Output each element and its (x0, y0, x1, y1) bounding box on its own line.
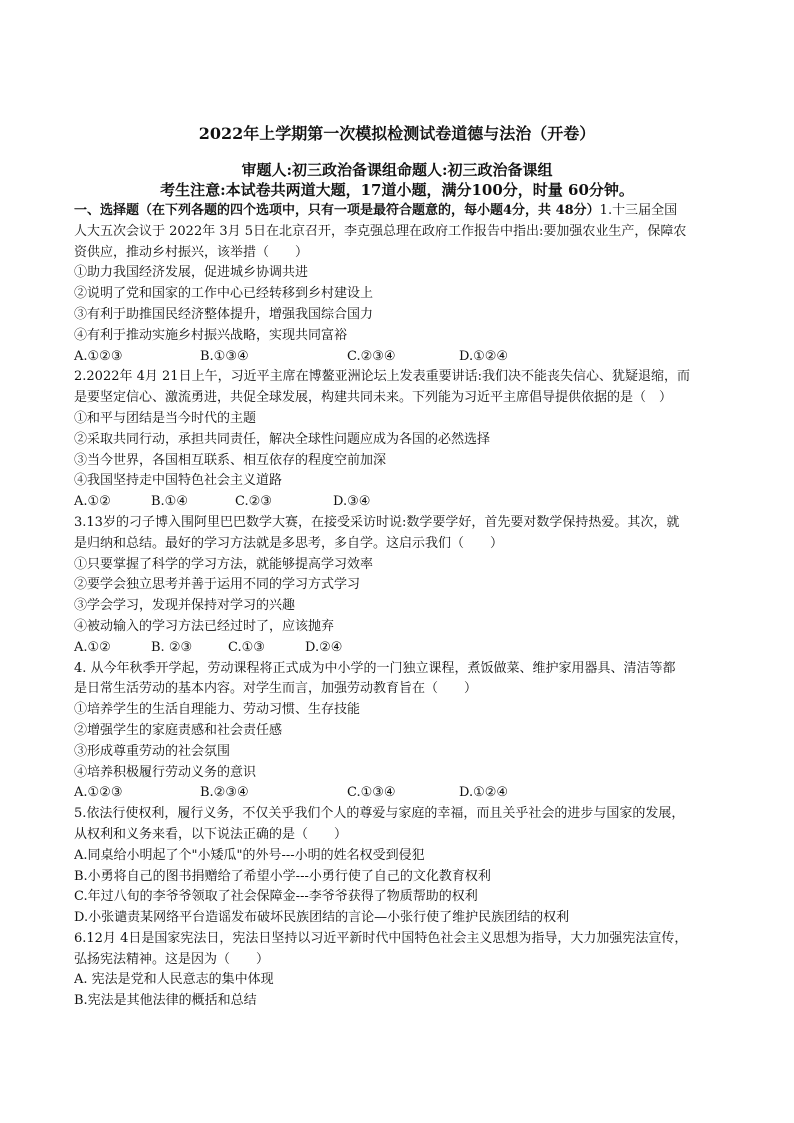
q2-option-b: B.①④ (151, 494, 188, 510)
q5-option-c: C.年过八旬的李爷爷领取了社会保障金---李爷爷获得了物质帮助的权利 (74, 889, 478, 905)
q1-stem-line: 资供应，推动乡村振兴，该举措（ ） (74, 244, 309, 260)
q3-option-a: A.①② (74, 639, 111, 655)
q2-option-a: A.①② (74, 494, 111, 510)
q4-option-d: D.①②④ (459, 785, 509, 801)
q4-statement: ④培养积极履行劳动义务的意识 (74, 764, 257, 780)
exam-authors: 审题人:初三政治备课组命题人:初三政治备课组 (241, 161, 553, 179)
q4-statement: ③形成尊重劳动的社会氛围 (74, 743, 231, 759)
q6-stem-line: 弘扬宪法精神。这是因为（ ） (74, 951, 270, 967)
q1-option-b: B.①③④ (200, 348, 249, 364)
q2-stem-line: 2.2022年 4月 21日上午，习近平主席在博鳌亚洲论坛上发表重要讲话:我们决不能丧失信心、犹疑退缩，而 (74, 369, 690, 385)
q4-options (74, 783, 724, 804)
q3-statement: ①只要掌握了科学的学习方法，就能够提高学习效率 (74, 556, 374, 572)
q4-option-b: B.②③④ (200, 785, 249, 801)
q1-statement: ①助力我国经济发展，促进城乡协调共进 (74, 265, 309, 281)
exam-notice: 考生注意:本试卷共两道大题，17道小题，满分100分，时量 60分钟。 (160, 181, 634, 199)
q6-stem-line: 6.12月 4日是国家宪法日，宪法日坚持以习近平新时代中国特色社会主义思想为指导，大力加强宪法宣传， (74, 930, 688, 946)
q1-option-c: C.②③④ (347, 348, 396, 364)
q3-statement: ②要学会独立思考并善于运用不同的学习方式学习 (74, 577, 361, 593)
q1-stem: 1.十三届全国 (599, 203, 678, 218)
q1-options (74, 347, 724, 368)
q3-statement: ④被动输入的学习方法已经过时了，应该抛弃 (74, 618, 335, 634)
q5-option-a: A.同桌给小明起了个"小矮瓜"的外号---小明的姓名权受到侵犯 (74, 847, 425, 863)
q1-statement: ②说明了党和国家的工作中心已经转移到乡村建设上 (74, 286, 374, 302)
q4-option-c: C.①③④ (347, 785, 396, 801)
q3-option-d: D.②④ (305, 639, 343, 655)
q4-stem-line: 4. 从今年秋季开学起，劳动课程将正式成为中小学的一门独立课程，煮饭做菜、维护家用器具、清洁等都 (74, 660, 676, 676)
q4-stem-line: 是日常生活劳动的基本内容。对学生而言，加强劳动教育旨在（ ） (74, 681, 478, 697)
q3-option-b: B. ②③ (151, 639, 193, 655)
q1-stem-line: 人大五次会议于 2022年 3月 5日在北京召开，李克强总理在政府工作报告中指出:要加强农业生产，保障农 (74, 223, 687, 239)
q6-option-a: A. 宪法是党和人民意志的集中体现 (74, 972, 274, 988)
section-heading-line (74, 201, 724, 222)
q1-statement: ④有利于推动实施乡村振兴战略，实现共同富裕 (74, 327, 348, 343)
question-body (74, 201, 724, 1012)
q5-stem-line: 5.依法行使权利，履行义务，不仅关乎我们个人的尊爱与家庭的幸福，而且关乎社会的进步与国家的发展， (74, 806, 685, 822)
q4-statement: ②增强学生的家庭责感和社会责任感 (74, 722, 283, 738)
section-heading: 一、选择题（在下列各题的四个选项中，只有一项是最符合题意的，每小题4分，共 48分） (74, 203, 600, 218)
q1-statement: ③有利于助推国民经济整体提升，增强我国综合国力 (74, 306, 374, 322)
q3-statement: ③学会学习，发现并保持对学习的兴趣 (74, 598, 296, 614)
q5-option-b: B.小勇将自己的图书捐赠给了希望小学---小勇行使了自己的文化教育权利 (74, 868, 491, 884)
q1-option-d: D.①②④ (459, 348, 509, 364)
exam-title: 2022年上学期第一次模拟检测试卷道德与法治（开卷） (198, 124, 596, 143)
q2-stem-line: 是要坚定信心、激流勇进，共促全球发展，构建共同未来。下列能为习近平主席倡导提供依据的是（ ） (74, 390, 673, 406)
q3-stem-line: 3.13岁的刁子博入围阿里巴巴数学大赛，在接受采访时说:数学要学好，首先要对数学保持热爱。其次，就 (74, 514, 680, 530)
q2-statement: ④我国坚持走中国特色社会主义道路 (74, 473, 283, 489)
q2-statement: ③当今世界，各国相互联系、相互依存的程度空前加深 (74, 452, 387, 468)
q2-statement: ①和平与团结是当今时代的主题 (74, 410, 257, 426)
q3-options (74, 638, 724, 659)
q3-stem-line: 是归纳和总结。最好的学习方法就是多思考，多自学。这启示我们（ ） (74, 535, 504, 551)
q1-option-a: A.①②③ (74, 348, 123, 364)
q4-statement: ①培养学生的生活自理能力、劳动习惯、生存技能 (74, 702, 361, 718)
q2-option-d: D.③④ (333, 494, 371, 510)
q2-statement: ②采取共同行动，承担共同责任，解决全球性问题应成为各国的必然选择 (74, 431, 491, 447)
q5-stem-line: 从权利和义务来看，以下说法正确的是（ ） (74, 826, 348, 842)
q6-option-b: B.宪法是其他法律的概括和总结 (74, 993, 257, 1009)
q3-option-c: C.①③ (228, 639, 265, 655)
q2-option-c: C.②③ (235, 494, 272, 510)
q4-option-a: A.①②③ (74, 785, 123, 801)
q5-option-d: D.小张谴责某网络平台造谣发布破坏民族团结的言论—小张行使了维护民族团结的权利 (74, 910, 570, 926)
q2-options (74, 492, 724, 513)
